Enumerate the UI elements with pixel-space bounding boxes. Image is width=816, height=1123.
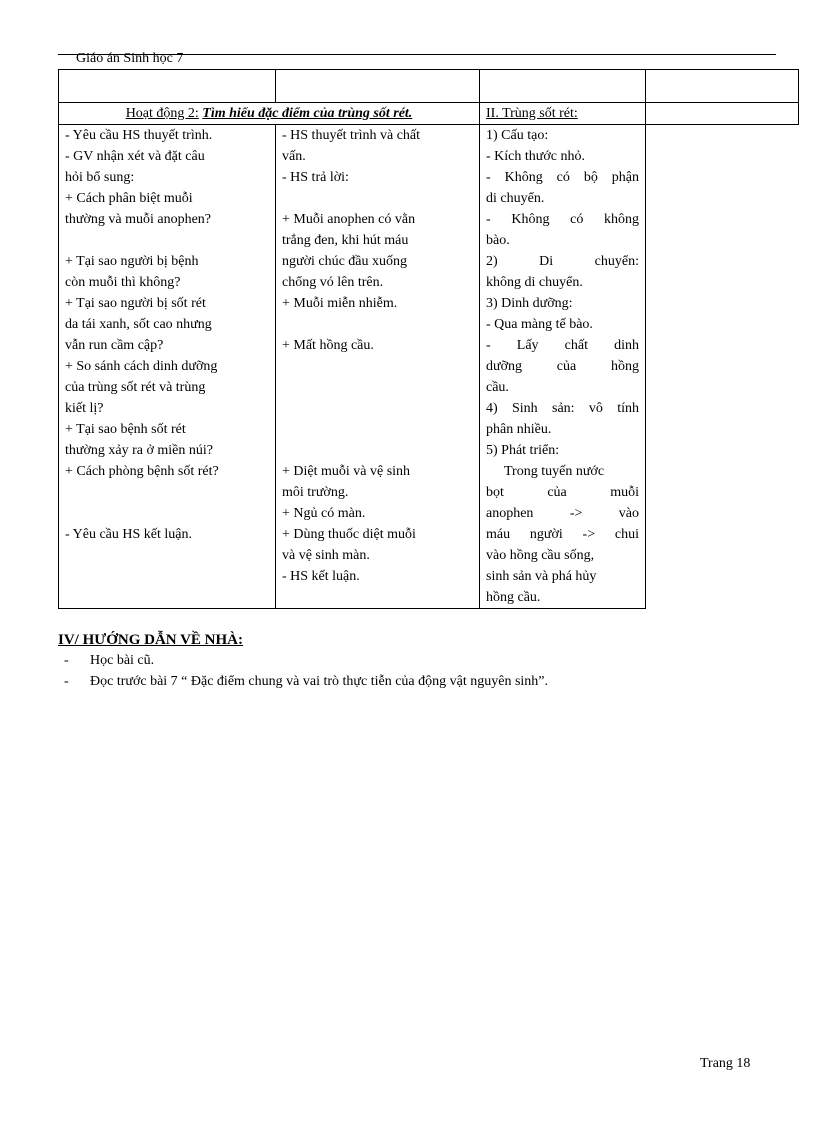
student-line: - HS thuyết trình và chất <box>282 128 421 143</box>
blank-cell <box>59 70 276 103</box>
teacher-line: + Tại sao người bị bệnh <box>65 254 199 269</box>
student-line <box>282 419 473 440</box>
content-line: cầu. <box>486 380 509 395</box>
content-line: dưỡng của hồng <box>486 359 639 374</box>
student-activity-cell <box>276 125 480 609</box>
header-rule <box>58 54 776 55</box>
content-line: - Không có không <box>486 212 639 227</box>
student-line: chổng vó lên trên. <box>282 275 384 290</box>
content-line: - Không có bộ phận <box>486 170 639 185</box>
content-line: di chuyển. <box>486 191 545 206</box>
bullet-dash: - <box>64 674 69 689</box>
blank-cell <box>646 125 799 609</box>
table-row-content <box>59 125 799 609</box>
content-line: anophen -> vào <box>486 506 639 521</box>
teacher-line: hỏi bổ sung: <box>65 170 135 185</box>
teacher-line: vẫn run cầm cập? <box>65 338 164 353</box>
teacher-line <box>65 482 269 503</box>
content-line: vào hồng cầu sống, <box>486 548 595 563</box>
student-line: + Diệt muỗi và vệ sinh <box>282 464 411 479</box>
content-line: - Lấy chất dinh <box>486 338 639 353</box>
activity-title-cell <box>59 103 480 125</box>
table-row-blank <box>59 70 799 103</box>
teacher-line <box>65 230 269 251</box>
teacher-line: + Tại sao bệnh sốt rét <box>65 422 186 437</box>
student-line: trắng đen, khi hút máu <box>282 233 409 248</box>
list-item <box>58 671 548 692</box>
content-line: 3) Dinh dưỡng: <box>486 296 573 311</box>
content-line: 2) Di chuyển: <box>486 254 639 269</box>
student-line <box>282 314 473 335</box>
student-line <box>282 377 473 398</box>
student-line: và vệ sinh màn. <box>282 548 370 563</box>
teacher-line: - Yêu cầu HS kết luận. <box>65 527 192 542</box>
student-line <box>282 440 473 461</box>
content-line: máu người -> chui <box>486 527 639 542</box>
lesson-table <box>58 69 799 609</box>
teacher-line <box>65 503 269 524</box>
homework-section <box>58 630 548 692</box>
content-line: 1) Cấu tạo: <box>486 128 549 143</box>
teacher-line: - Yêu cầu HS thuyết trình. <box>65 128 213 143</box>
content-line: 5) Phát triển: <box>486 443 560 458</box>
student-line: người chúc đầu xuống <box>282 254 408 269</box>
content-line: bào. <box>486 233 510 248</box>
teacher-line: + So sánh cách dinh dưỡng <box>65 359 218 374</box>
table-row-title <box>59 103 799 125</box>
student-line: - HS kết luận. <box>282 569 360 584</box>
student-line: môi trường. <box>282 485 349 500</box>
content-line: bọt của muỗi <box>486 485 639 500</box>
activity-title: Tìm hiểu đặc điểm của trùng sốt rét. <box>202 106 413 121</box>
content-cell <box>480 125 646 609</box>
student-line: + Ngủ có màn. <box>282 506 366 521</box>
blank-cell <box>646 70 799 103</box>
page-number: Trang 18 <box>700 1056 751 1071</box>
content-line: - Kích thước nhỏ. <box>486 149 585 164</box>
teacher-line: + Cách phân biệt muỗi <box>65 191 193 206</box>
teacher-line: kiết lị? <box>65 401 104 416</box>
blank-cell <box>276 70 480 103</box>
student-line: + Dùng thuốc diệt muỗi <box>282 527 416 542</box>
teacher-line: của trùng sốt rét và trùng <box>65 380 206 395</box>
section-heading: II. Trùng sốt rét: <box>486 106 578 121</box>
teacher-line: còn muỗi thì không? <box>65 275 181 290</box>
list-item <box>58 650 548 671</box>
teacher-line: da tái xanh, sốt cao nhưng <box>65 317 212 332</box>
content-line: 4) Sinh sản: vô tính <box>486 401 639 416</box>
list-item-text: Đọc trước bài 7 “ Đặc điểm chung và vai trò thực tiễn của động vật nguyên sinh”. <box>90 674 548 689</box>
content-line: phân nhiều. <box>486 422 552 437</box>
teacher-line: + Tại sao người bị sốt rét <box>65 296 206 311</box>
section-title: IV/ HƯỚNG DẪN VỀ NHÀ: <box>58 632 244 648</box>
teacher-line: thường và muỗi anophen? <box>65 212 212 227</box>
blank-cell <box>480 70 646 103</box>
list-item-text: Học bài cũ. <box>90 653 155 668</box>
student-line <box>282 188 473 209</box>
blank-cell <box>646 103 799 125</box>
content-line: - Qua màng tế bào. <box>486 317 593 332</box>
content-line: Trong tuyến nước <box>504 464 605 479</box>
teacher-line: + Cách phòng bệnh sốt rét? <box>65 464 219 479</box>
student-line: - HS trả lời: <box>282 170 349 185</box>
content-line: hồng cầu. <box>486 590 541 605</box>
student-line <box>282 356 473 377</box>
student-line: + Muỗi miễn nhiễm. <box>282 296 398 311</box>
teacher-line: thường xảy ra ở miền núi? <box>65 443 213 458</box>
bullet-dash: - <box>64 653 69 668</box>
student-line: + Muỗi anophen có vằn <box>282 212 416 227</box>
document-header: Giáo án Sinh học 7 <box>76 51 184 66</box>
section-heading-cell <box>480 103 646 125</box>
teacher-activity-cell <box>59 125 276 609</box>
student-line: vấn. <box>282 149 306 164</box>
teacher-line: - GV nhận xét và đặt câu <box>65 149 205 164</box>
content-line: sinh sản và phá hủy <box>486 569 597 584</box>
homework-list <box>58 650 548 692</box>
content-line: không di chuyển. <box>486 275 583 290</box>
student-line: + Mất hồng cầu. <box>282 338 374 353</box>
activity-label: Hoạt động 2: <box>125 106 199 121</box>
student-line <box>282 398 473 419</box>
